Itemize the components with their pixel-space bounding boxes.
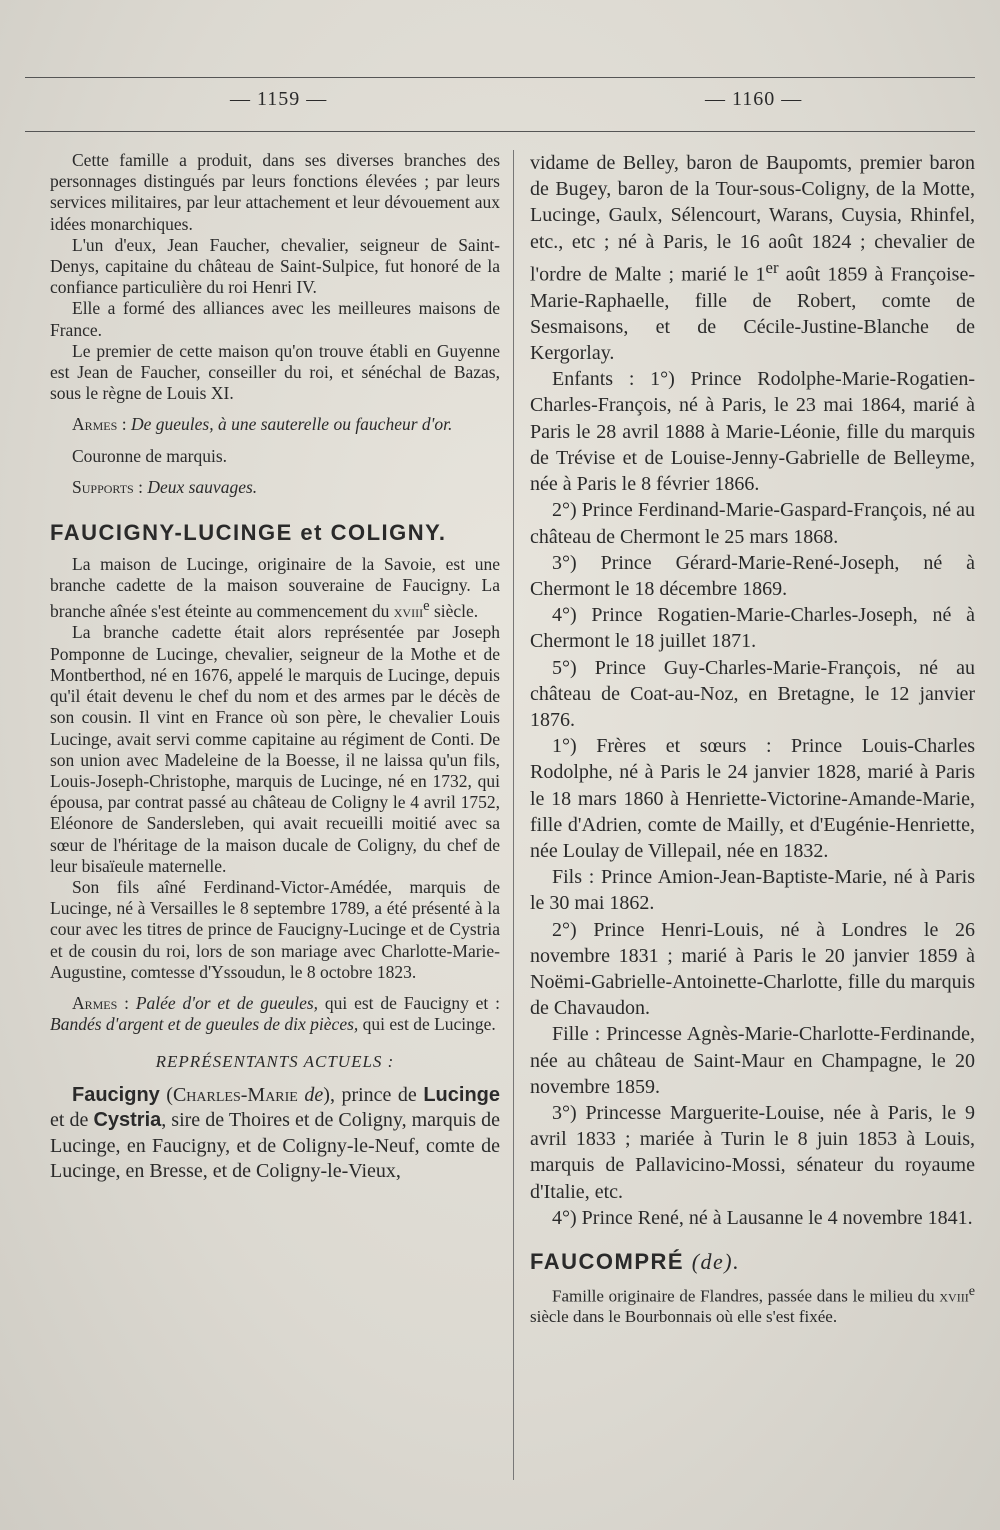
paragraph: Enfants : 1°) Prince Rodolphe-Marie-Rogatien-Charles-François, né à Paris, le 23 mai 1864, marié à Paris le 28 avril 1888 à Marie-Léonie, fille du marquis de Trévise et de Louise-Jenny-Gabrielle de Belleyme, née à Paris le 8 février 1866. xyxy=(530,368,975,496)
paragraph xyxy=(50,554,500,622)
text-run: siècle dans le Bourbonnais où elle s'est fixée. xyxy=(530,1306,838,1326)
spacer xyxy=(50,467,500,477)
paragraph: 4°) Prince Rogatien-Marie-Charles-Joseph, né à Chermont le 18 juillet 1871. xyxy=(530,604,975,653)
arms-entry: Armes : De gueules, à une sauterelle ou faucheur d'or. xyxy=(72,414,453,435)
given-names: Charles-Marie xyxy=(172,1083,298,1106)
section-heading: FAUCIGNY-LUCINGE et COLIGNY. xyxy=(50,520,447,546)
spacer xyxy=(50,404,500,414)
paragraph: La branche cadette était alors représentée par Joseph Pomponne de Lucinge, chevalier, seigneur de la Mothe et de Montberthod, né en 1676, appelé le marquis de Lucinge, depuis qu'il était devenu le chef du nom et des armes par le décès de son cousin. Il vint en France où son père, le chevalier Louis Lucinge, avait servi comme capitaine au régiment de Conti. De son union avec Madeleine de la Boesse, il ne laissa qu'un fils, Louis-Joseph-Christophe, marquis de Lucinge, né en 1732, qui épousa, par contrat passé au château de Coligny le 4 avril 1752, Eléonore de Sandersleben, qui avait recueilli moitié avec sa sœur de l'héritage de la maison ducale de Coligny, du chef de leur bisaïeule maternelle. xyxy=(50,622,500,876)
particle: de xyxy=(304,1083,324,1106)
supports-entry: Supports : Deux sauvages. xyxy=(72,476,258,497)
arms-label: Armes xyxy=(72,414,118,435)
paragraph: Fille : Princesse Agnès-Marie-Charlotte-Ferdinande, née au château de Saint-Maur en Champagne, le 20 novembre 1859. xyxy=(530,1023,975,1098)
subheading: REPRÉSENTANTS ACTUELS : xyxy=(155,1052,395,1072)
paragraph xyxy=(530,150,975,366)
left-page-number: — 1159 — xyxy=(230,88,328,110)
superscript: e xyxy=(968,1282,975,1299)
section-heading xyxy=(530,1249,975,1275)
representative-entry: Faucigny (Charles-Marie de), prince de Lucinge et de Cystria, sire de Thoires et de Coligny, marquis de Lucinge, en Faucigny, et de Coligny-le-Neuf, comte de Lucinge, en Bresse, et de Coligny-le-Vieux, xyxy=(50,1083,500,1183)
superscript: er xyxy=(765,257,779,277)
right-column xyxy=(530,150,975,1327)
paragraph: Fils : Prince Amion-Jean-Baptiste-Marie, né à Paris le 30 mai 1862. xyxy=(530,866,975,915)
paragraph xyxy=(530,1281,975,1327)
title-name: Lucinge xyxy=(423,1083,500,1106)
top-rule xyxy=(25,77,975,78)
column-divider xyxy=(513,150,514,1480)
text-run: vidame de Belley, baron de Baupomts, premier baron de Bugey, baron de la Tour-sous-Coligny, de la Motte, Lucinge, Gaulx, Sélencourt, Warans, Cuysia, Rhinfel, etc., etc ; né à Paris, le 16 août 1824 ; chevalier de l'ordre de Malte ; marié le 1 xyxy=(530,152,975,286)
paragraph: 4°) Prince René, né à Lausanne le 4 novembre 1841. xyxy=(552,1206,973,1229)
left-column xyxy=(50,150,500,1185)
spacer xyxy=(50,983,500,993)
crown-line: Couronne de marquis. xyxy=(72,445,228,466)
title-name: Cystria xyxy=(93,1109,162,1132)
text-run: , sire de Thoires et de Coligny, marquis de Lucinge, en Faucigny, et de Coligny-le-Neuf, comte de Lucinge, en Bresse, et de Coligny-le-Vieux, xyxy=(50,1109,500,1183)
text-run: siècle. xyxy=(429,601,479,622)
arms-text: Bandés d'argent et de gueules de dix pièces, xyxy=(50,1014,359,1035)
supports-label: Supports xyxy=(72,476,134,497)
text-run: ), prince de xyxy=(323,1083,417,1106)
spacer xyxy=(50,436,500,446)
paragraph: 5°) Prince Guy-Charles-Marie-François, né au château de Coat-au-Noz, en Bretagne, le 12 janvier 1876. xyxy=(530,656,975,731)
superscript: e xyxy=(423,598,430,615)
heading-text: FAUCOMPRÉ xyxy=(530,1248,685,1274)
paragraph: Cette famille a produit, dans ses diverses branches des personnages distingués par leurs fonctions élevées ; par leurs services militaires, par leur attachement et leur dévouement aux idées monarchiques. xyxy=(50,150,500,234)
paragraph: Le premier de cette maison qu'on trouve établi en Guyenne est Jean de Faucher, conseiller du roi, et sénéchal de Bazas, sous le règne de Louis XI. xyxy=(50,340,500,404)
century: xviii xyxy=(939,1286,969,1306)
paragraph: Son fils aîné Ferdinand-Victor-Amédée, marquis de Lucinge, né à Versailles le 8 septembre 1789, a été présenté à la cour avec les titres de prince de Faucigny-Lucinge et de Cystria et de cousin du roi, lors de son mariage avec Charlotte-Marie-Augustine, comtesse d'Yssoudun, le 8 octobre 1823. xyxy=(50,876,500,982)
text-run: qui est de Lucinge. xyxy=(358,1014,496,1035)
arms-label: Armes xyxy=(72,992,118,1013)
family-name: Faucigny xyxy=(72,1083,160,1106)
arms-entry: Armes : Palée d'or et de gueules, qui est de Faucigny et : Bandés d'argent et de gueules de dix pièces, qui est de Lucinge. xyxy=(50,992,500,1035)
text-run: Famille originaire de Flandres, passée dans le milieu du xyxy=(552,1286,940,1306)
paragraph: 1°) Frères et sœurs : Prince Louis-Charles Rodolphe, né à Paris le 24 janvier 1828, marié à Paris le 18 mars 1860 à Henriette-Victorine-Amande-Marie, fille d'Adrien, comte de Mailly, et d'Eugénie-Henriette, née Loulay de Villepail, née en 1832. xyxy=(530,735,975,862)
paragraph: 3°) Prince Gérard-Marie-René-Joseph, né à Chermont le 18 décembre 1869. xyxy=(530,551,975,600)
century: xviii xyxy=(393,601,424,622)
text-run: et de xyxy=(50,1109,94,1132)
arms-text: De gueules, à une sauterelle ou faucheur d'or. xyxy=(130,414,453,435)
paragraph: L'un d'eux, Jean Faucher, chevalier, seigneur de Saint-Denys, capitaine du château de Saint-Sulpice, fut honoré de la confiance particulière du roi Henri IV. xyxy=(50,234,500,298)
text-run: août 1859 à Françoise-Marie-Raphaelle, fille de Robert, comte de Sesmaisons, et de Cécile-Justine-Blanche de Kergorlay. xyxy=(530,263,975,365)
particle: (de). xyxy=(691,1248,741,1274)
header-rule xyxy=(25,131,975,132)
arms-text: Palée d'or et de gueules, xyxy=(135,992,319,1013)
paragraph: 3°) Princesse Marguerite-Louise, née à Paris, le 9 avril 1833 ; mariée à Turin le 8 juin 1853 à Louis, marquis de Pallavicino-Mossi, sénateur du royaume d'Italie, etc. xyxy=(530,1101,975,1203)
supports-text: Deux sauvages. xyxy=(147,476,258,497)
text-run: La maison de Lucinge, originaire de la Savoie, est une branche cadette de la maison souveraine de Faucigny. La branche aînée s'est éteinte au commencement du xyxy=(50,554,500,622)
paragraph: 2°) Prince Ferdinand-Marie-Gaspard-François, né au château de Chermont le 25 mars 1868. xyxy=(530,499,975,548)
paragraph: 2°) Prince Henri-Louis, né à Londres le 26 novembre 1831 ; marié à Paris le 20 janvier 1859 à Noëmi-Gabrielle-Antoinette-Charlotte, fille du marquis de Chavaudon. xyxy=(530,918,975,1020)
text-run: qui est de Faucigny et : xyxy=(318,992,500,1013)
right-page-number: — 1160 — xyxy=(705,88,803,110)
paragraph: Elle a formé des alliances avec les meilleures maisons de France. xyxy=(50,298,500,340)
